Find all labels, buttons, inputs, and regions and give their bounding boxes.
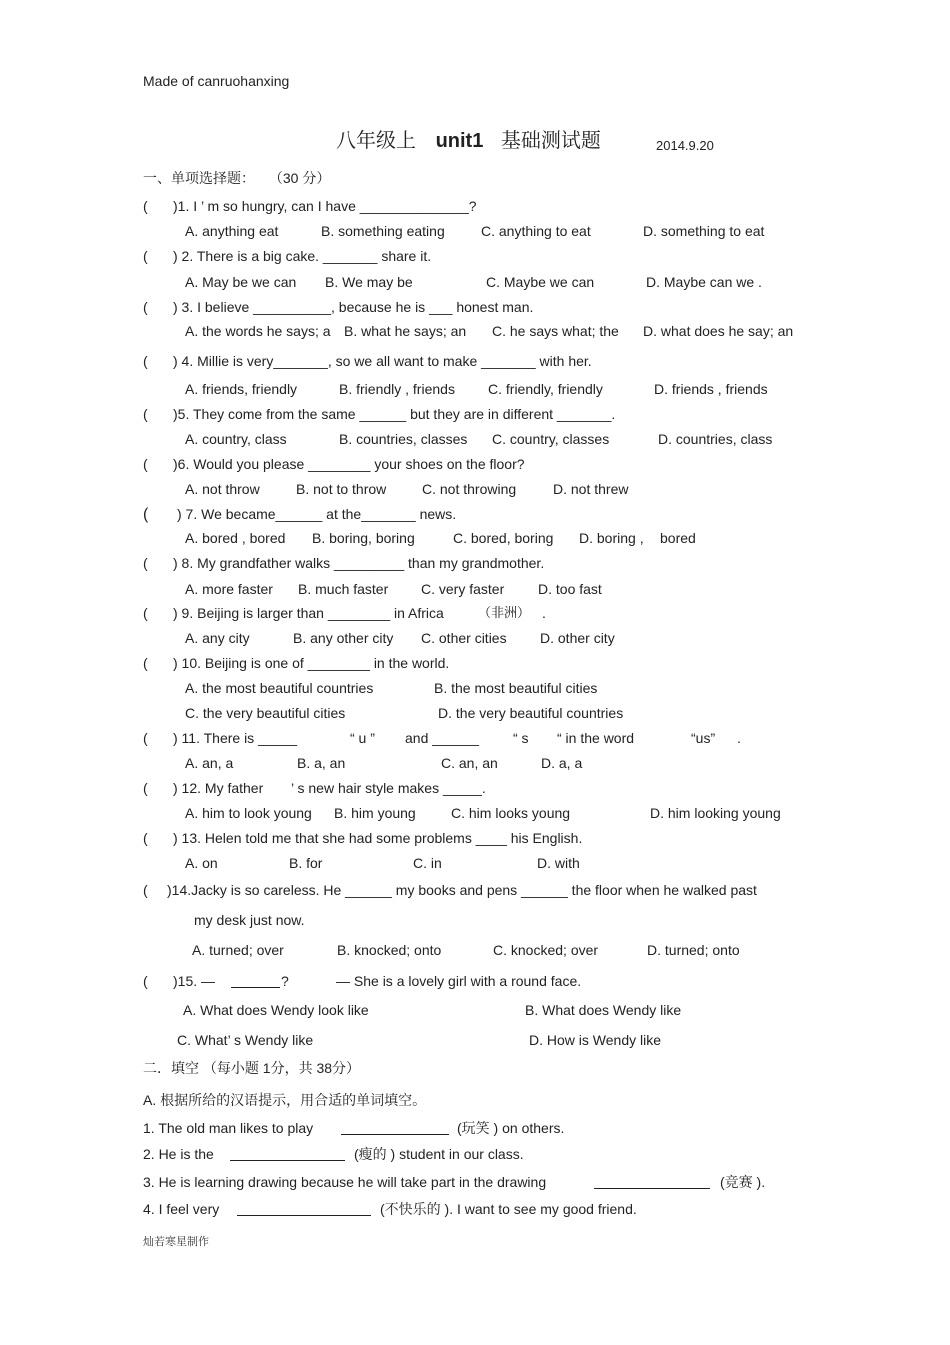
- answer-paren: (: [143, 353, 148, 369]
- question-stem: ) 10. Beijing is one of ________ in the world.: [173, 655, 450, 671]
- question-7: [143, 506, 457, 523]
- q2-option-b: B. We may be: [325, 274, 413, 290]
- question-10: [143, 655, 450, 671]
- fill-item-hint: (不快乐的 ). I want to see my good friend.: [380, 1201, 637, 1217]
- question-part: “ s: [513, 730, 529, 746]
- q15-option-b: B. What does Wendy like: [525, 1002, 682, 1018]
- title-unit: unit1: [435, 130, 484, 152]
- section1-points: （30 分）: [268, 170, 331, 186]
- fill-item-text: 1. The old man likes to play: [143, 1120, 314, 1136]
- q13-option-a: A. on: [185, 855, 218, 871]
- question-14: [143, 882, 757, 898]
- question-part: ’ s new hair style makes _____.: [291, 780, 486, 796]
- question-4: [143, 353, 592, 369]
- answer-paren: (: [143, 198, 148, 214]
- question-stem: )15. —: [173, 973, 216, 989]
- answer-paren: (: [143, 248, 148, 264]
- q10-option-c: C. the very beautiful cities: [185, 705, 346, 721]
- fill-blank: [237, 1214, 371, 1216]
- q15-option-d: D. How is Wendy like: [529, 1032, 662, 1048]
- fill-item-hint: (玩笑 ) on others.: [457, 1120, 565, 1136]
- section1-heading-text: 一、单项选择题：: [143, 170, 255, 186]
- section2-heading: 二．填空 （每小题 1分，共 38分）: [143, 1060, 361, 1076]
- q8-option-a: A. more faster: [185, 581, 273, 597]
- question-5: [143, 406, 616, 422]
- q6-option-b: B. not to throw: [296, 481, 387, 497]
- q10-option-d: D. the very beautiful countries: [438, 705, 624, 721]
- q8-option-d: D. too fast: [538, 581, 602, 597]
- q1-option-c: C. anything to eat: [481, 223, 591, 239]
- answer-paren: (: [143, 882, 148, 898]
- q11-option-d: D. a, a: [541, 755, 583, 771]
- question-15: [143, 973, 582, 989]
- answer-paren: (: [143, 655, 148, 671]
- question-note: （非洲）: [478, 605, 531, 620]
- question-part: “us”: [691, 730, 716, 746]
- q15-blank: [231, 986, 280, 988]
- question-stem: )5. They come from the same ______ but they are in different _______.: [173, 406, 616, 422]
- title-right: 基础测试题: [500, 130, 601, 152]
- answer-paren: (: [143, 973, 148, 989]
- q2-option-d: D. Maybe can we .: [646, 274, 762, 290]
- section1-heading: [143, 171, 330, 185]
- q2-option-a: A. May be we can: [185, 274, 297, 290]
- fill-item-1: [143, 1120, 565, 1136]
- q9-option-c: C. other cities: [421, 630, 507, 646]
- q13-option-b: B. for: [289, 855, 323, 871]
- q12-option-d: D. him looking young: [650, 805, 781, 821]
- q8-option-b: B. much faster: [298, 581, 389, 597]
- question-part: “ u ”: [350, 730, 375, 746]
- q15-option-c: C. What’ s Wendy like: [177, 1032, 314, 1048]
- q4-option-b: B. friendly , friends: [339, 381, 455, 397]
- question-3: [143, 299, 534, 315]
- question-stem: ) 8. My grandfather walks _________ than my grandmother.: [173, 555, 545, 571]
- q4-option-d: D. friends , friends: [654, 381, 768, 397]
- question-stem: ) 12. My father: [173, 780, 264, 796]
- q10-option-a: A. the most beautiful countries: [185, 680, 374, 696]
- question-13: [143, 830, 583, 846]
- q11-option-c: C. an, an: [441, 755, 498, 771]
- fill-item-4: [143, 1201, 637, 1217]
- answer-paren: (: [143, 456, 148, 472]
- answer-paren: (: [143, 506, 149, 523]
- question-stem: )14.Jacky is so careless. He ______ my books and pens ______ the floor when he walked past: [167, 882, 757, 898]
- question-12: [143, 780, 486, 796]
- section2-part-a: A. 根据所给的汉语提示，用合适的单词填空。: [143, 1092, 427, 1108]
- question-9: [143, 605, 546, 621]
- q14-option-c: C. knocked; over: [493, 942, 599, 958]
- q6-option-c: C. not throwing: [422, 481, 517, 497]
- fill-item-text: 3. He is learning drawing because he will take part in the drawing: [143, 1174, 547, 1190]
- q5-option-b: B. countries, classes: [339, 431, 468, 447]
- question-part: and ______: [405, 730, 479, 746]
- question-part: ?: [281, 973, 289, 989]
- title-left: 八年级上: [336, 130, 416, 152]
- fill-blank: [594, 1187, 710, 1189]
- q13-option-d: D. with: [537, 855, 580, 871]
- q7-option-d: D. boring ,: [579, 530, 644, 546]
- q3-option-d: D. what does he say; an: [643, 323, 794, 339]
- q6-option-d: D. not threw: [553, 481, 629, 497]
- answer-paren: (: [143, 830, 148, 846]
- fill-item-text: 2. He is the: [143, 1146, 214, 1162]
- q9-option-a: A. any city: [185, 630, 250, 646]
- question-stem: )6. Would you please ________ your shoes on the floor?: [173, 456, 525, 472]
- fill-blank: [341, 1133, 449, 1135]
- q12-option-c: C. him looks young: [451, 805, 571, 821]
- fill-item-hint: (竞赛 ).: [720, 1174, 766, 1190]
- q13-option-c: C. in: [413, 855, 442, 871]
- q2-option-c: C. Maybe we can: [486, 274, 595, 290]
- q7-option-d-cont: bored: [660, 530, 696, 546]
- question-2: [143, 248, 432, 264]
- question-part: — She is a lovely girl with a round face.: [336, 973, 582, 989]
- question-stem: ) 2. There is a big cake. _______ share it.: [173, 248, 432, 264]
- made-of-text: Made of canruohanxing: [143, 73, 290, 89]
- q1-option-d: D. something to eat: [643, 223, 765, 239]
- question-part: .: [737, 730, 741, 746]
- answer-paren: (: [143, 780, 148, 796]
- question-stem: ) 7. We became______ at the_______ news.: [177, 506, 457, 522]
- q11-option-a: A. an, a: [185, 755, 234, 771]
- question-8: [143, 555, 545, 571]
- q9-option-d: D. other city: [540, 630, 615, 646]
- q11-option-b: B. a, an: [297, 755, 346, 771]
- fill-item-hint: (瘦的 ) student in our class.: [354, 1146, 524, 1162]
- q14-option-b: B. knocked; onto: [337, 942, 442, 958]
- question-6: [143, 456, 525, 472]
- q3-option-c: C. he says what; the: [492, 323, 619, 339]
- question-stem: )1. I ’ m so hungry, can I have ______________?: [173, 198, 477, 214]
- q9-option-b: B. any other city: [293, 630, 394, 646]
- q1-option-b: B. something eating: [321, 223, 445, 239]
- q12-option-a: A. him to look young: [185, 805, 312, 821]
- question-part: “ in the word: [557, 730, 635, 746]
- question-1: [143, 198, 477, 214]
- q14-stem-cont: my desk just now.: [194, 912, 305, 928]
- q3-option-b: B. what he says; an: [344, 323, 467, 339]
- q5-option-c: C. country, classes: [492, 431, 610, 447]
- q1-option-a: A. anything eat: [185, 223, 279, 239]
- question-stem: ) 11. There is _____: [173, 730, 298, 746]
- q14-option-d: D. turned; onto: [647, 942, 740, 958]
- answer-paren: (: [143, 605, 148, 621]
- question-end: .: [542, 605, 546, 621]
- title-date: 2014.9.20: [656, 138, 714, 153]
- q5-option-a: A. country, class: [185, 431, 287, 447]
- q10-option-b: B. the most beautiful cities: [434, 680, 598, 696]
- question-stem: ) 4. Millie is very_______, so we all want to make _______ with her.: [173, 353, 592, 369]
- answer-paren: (: [143, 555, 148, 571]
- fill-item-3: [143, 1174, 766, 1190]
- answer-paren: (: [143, 730, 148, 746]
- q7-option-b: B. boring, boring: [312, 530, 415, 546]
- q3-option-a: A. the words he says; a: [185, 323, 331, 339]
- q5-option-d: D. countries, class: [658, 431, 773, 447]
- q7-option-a: A. bored , bored: [185, 530, 286, 546]
- question-stem: ) 13. Helen told me that she had some problems ____ his English.: [173, 830, 583, 846]
- page-title: [336, 131, 601, 151]
- q8-option-c: C. very faster: [421, 581, 505, 597]
- q6-option-a: A. not throw: [185, 481, 260, 497]
- q4-option-c: C. friendly, friendly: [488, 381, 603, 397]
- q4-option-a: A. friends, friendly: [185, 381, 298, 397]
- question-11: [143, 730, 741, 746]
- fill-item-2: [143, 1146, 524, 1162]
- q12-option-b: B. him young: [334, 805, 416, 821]
- answer-paren: (: [143, 406, 148, 422]
- q7-option-c: C. bored, boring: [453, 530, 554, 546]
- q15-option-a: A. What does Wendy look like: [183, 1002, 369, 1018]
- q14-option-a: A. turned; over: [192, 942, 284, 958]
- fill-blank: [230, 1159, 345, 1161]
- answer-paren: (: [143, 299, 148, 315]
- question-stem: ) 3. I believe __________, because he is ___ honest man.: [173, 299, 534, 315]
- fill-item-text: 4. I feel very: [143, 1201, 220, 1217]
- footer-text: 灿若寒星制作: [143, 1236, 209, 1248]
- question-stem: ) 9. Beijing is larger than ________ in Africa: [173, 605, 444, 621]
